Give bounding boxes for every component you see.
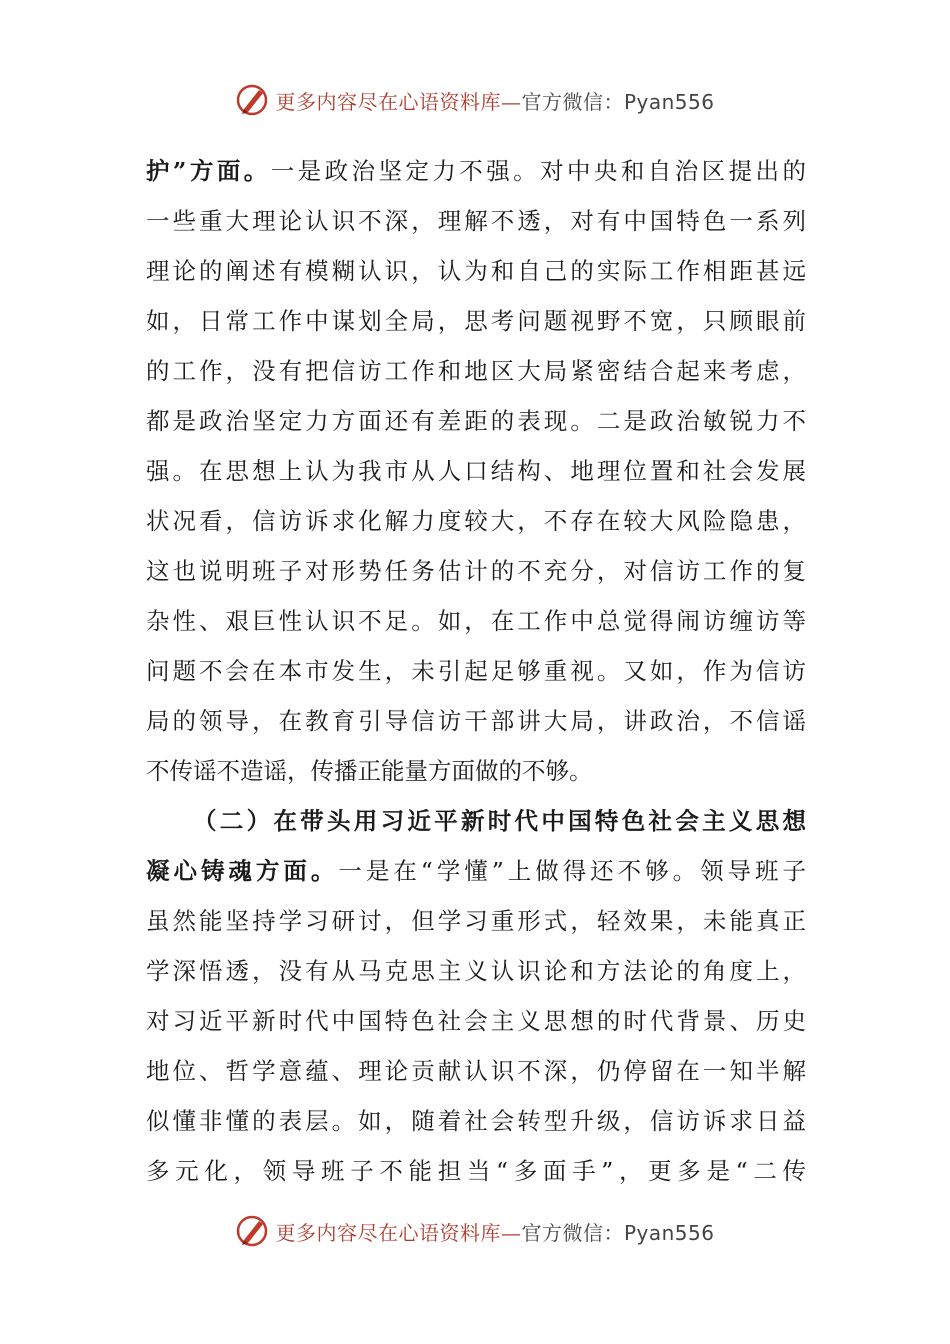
text-line: 理论的阐述有模糊认识，认为和自己的实际工作相距甚远 [146, 257, 806, 285]
banner-text [275, 1217, 714, 1246]
text-line: 状况看，信访诉求化解力度较大，不存在较大风险隐患， [146, 507, 806, 535]
text-line: 的工作，没有把信访工作和地区大局紧密结合起来考虑， [146, 357, 806, 385]
banner-title: 更多内容尽在心语资料库 [275, 89, 501, 114]
banner-contact: 官方微信：Pyan556 [521, 89, 715, 114]
document-body [146, 146, 806, 1196]
text-line: 学深悟透，没有从马克思主义认识论和方法论的角度上， [146, 957, 806, 985]
text-line: 如，日常工作中谋划全局，思考问题视野不宽，只顾眼前 [146, 307, 806, 335]
banner-title: 更多内容尽在心语资料库 [275, 1220, 501, 1245]
header-banner [0, 80, 950, 120]
text-line: 似懂非懂的表层。如，随着社会转型升级，信访诉求日益 [146, 1107, 806, 1135]
text-line: 这也说明班子对形势任务估计的不充分，对信访工作的复 [146, 557, 806, 585]
text-line: 杂性、艰巨性认识不足。如，在工作中总觉得闹访缠访等 [146, 607, 806, 635]
text-line: 局的领导，在教育引导信访干部讲大局，讲政治，不信谣 [146, 707, 806, 735]
footer-banner [0, 1211, 950, 1251]
banner-text [275, 86, 714, 115]
text-line: 强。在思想上认为我市从人口结构、地理位置和社会发展 [146, 457, 806, 485]
text-line: 都是政治坚定力方面还有差距的表现。二是政治敏锐力不 [146, 407, 806, 435]
text-line: 问题不会在本市发生，未引起足够重视。又如，作为信访 [146, 657, 806, 685]
banner-contact: 官方微信：Pyan556 [521, 1220, 715, 1245]
pen-circle-icon [235, 82, 271, 118]
pen-circle-icon [235, 1213, 271, 1249]
banner-dash: — [500, 1220, 522, 1245]
text-line: 地位、哲学意蕴、理论贡献认识不深，仍停留在一知半解 [146, 1057, 806, 1085]
text-line: 多元化，领导班子不能担当“多面手”，更多是“二传 [146, 1157, 806, 1185]
text-line: 对习近平新时代中国特色社会主义思想的时代背景、历史 [146, 1007, 806, 1035]
section-heading: （二）在带头用习近平新时代中国特色社会主义思想 [193, 807, 806, 835]
banner-dash: — [500, 89, 522, 114]
text-line: 不传谣不造谣，传播正能量方面做的不够。 [146, 757, 593, 785]
text-line: 护”方面。一是政治坚定力不强。对中央和自治区提出的 [146, 157, 806, 185]
text-line: 虽然能坚持学习研讨，但学习重形式，轻效果，未能真正 [146, 907, 806, 935]
text-line: 凝心铸魂方面。一是在“学懂”上做得还不够。领导班子 [146, 857, 807, 885]
text-line: 一些重大理论认识不深，理解不透，对有中国特色一系列 [146, 207, 806, 235]
